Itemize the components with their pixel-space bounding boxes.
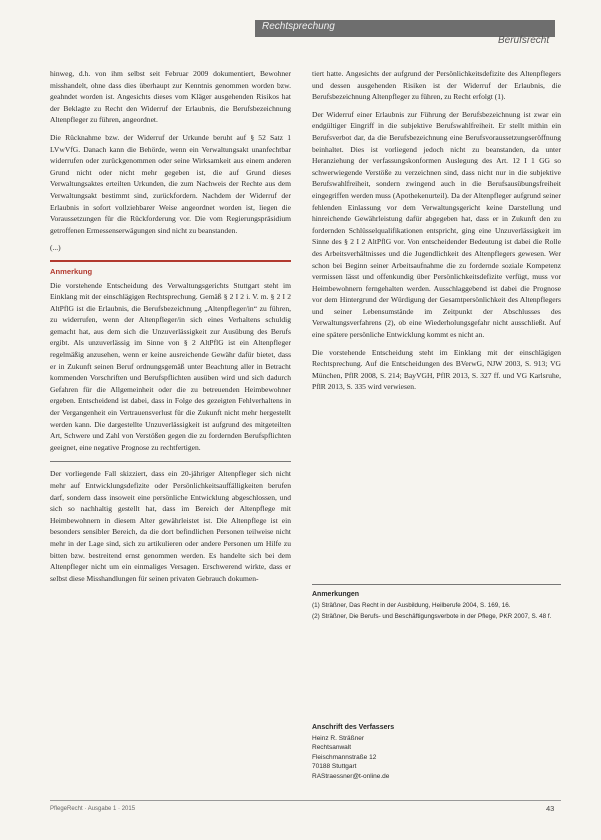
divider: [312, 584, 561, 585]
ellipsis: (...): [50, 243, 61, 253]
footnotes: [312, 576, 561, 624]
paragraph: hinweg, d.h. von ihm selbst seit Februar 2009 dokumentiert, Bewohner misshandelt, ohne dass dies überhaupt zur Kenntnis genommen worden bzw. geahndet worden ist. Angesichts dieses vom Kläger ausgehenden Risikos hat der Beklagte zu Recht den Widerruf der Erlaubnis, die Berufsbezeichnung Altenpfleger zu führen, angeordnet.: [50, 69, 291, 125]
running-header-section: Rechtsprechung: [262, 21, 335, 32]
running-header-category: Berufsrecht: [498, 35, 550, 46]
author-name: Heinz R. Sträßner: [312, 735, 365, 742]
section-rule: [50, 260, 291, 262]
paragraph: Die vorstehende Entscheidung steht im Einklang mit der einschlägigen Rechtsprechung. Auf die Entscheidungen des BVerwG, NJW 2003, S. 913; VG München, PflR 2008, S. 214; BayVGH, PflR 2013, S. 327 ff. und VG Karlsruhe, PflR 2013, S. 335 wird verwiesen.: [312, 347, 561, 392]
author-address: [312, 724, 561, 781]
author-profession: Rechtsanwalt: [312, 744, 352, 752]
footnote: (2) Sträßner, Die Berufs- und Beschäftigungsverbote in der Pflege, PKR 2007, S. 48 f.: [312, 613, 552, 621]
paragraph: tiert hatte. Angesichts der aufgrund der Persönlichkeitsdefizite des Altenpflegers und dessen ausgehenden Risiken ist der Widerruf der Erlaubnis, die Berufsbezeichnung Altenpfleger zu führen, zu Recht erfolgt (1).: [312, 69, 561, 102]
paragraph: Die vorstehende Entscheidung des Verwaltungsgerichts Stuttgart steht im Einklang mit der einschlägigen Rechtsprechung. Gemäß § 2 I 2 i. V. m. § 2 I 2 AltPflG ist die Erlaubnis, die Berufsbezeichnung „Altenpfleger/in“ zu führen, zu widerrufen, wenn der Altenpfleger/in sich eines Verhaltens schuldig gemacht hat, aus dem sich die Unzuverlässigkeit zur Ausübung des Berufs ergibt. Als unzuverlässig im Sinne von § 2 AltPflG ist ein Altenpfleger regelmäßig anzusehen, wenn er keine ausreichende Gewähr dafür bietet, dass er in Zukunft seinen Beruf ordnungsgemäß unter Beachtung aller in Betracht kommenden Vorschriften und Berufspflichten ausüben wird und sich dadurch Gefahren für die Allgemeinheit oder die zu betreuenden Heimbewohner ergeben. Entscheidend ist dabei, dass in Folge des gezeigten Fehlverhaltens in der Vergangenheit ein Vertrauensverlust für die Zukunft nicht mehr hergestellt werden kann. Die dargestellte Unzuverlässigkeit ist aufgrund des mitgeteilten Art, Schwere und Zahl von Verstößen gegen die zu fordernden Berufspflichten geeignet, eine negative Prognose zu rechtfertigen.: [50, 280, 291, 452]
paragraph: Der Widerruf einer Erlaubnis zur Führung der Berufsbezeichnung ist zwar ein endgültiger Eingriff in die subjektive Berufswahlfreiheit. Er stellt mithin ein Berufsverbot dar, da die Berufsbezeichnung eine Berufsvoraussetzungseröffnung beinhaltet. Dies ist vorliegend jedoch nicht zu beanstanden, da unter Heranziehung der verfassungskonformen Auslegung des Art. 12 I 1 GG so schwerwiegende Verstöße zu verzeichnen sind, dass nicht nur in die subjektive Berufswahlfreiheit, sondern zwingend auch in die Berufsausübungsfreiheit eingegriffen werden muss (Apothekenurteil). Da der Altenpfleger aufgrund seiner fehlenden Einlassung vor dem Verwaltungsgericht keine Darstellung und hinreichende Gewährleistung dafür abgegeben hat, dass er in Zukunft den zu fordernden Schlüsselqualifikationen entspricht, ging eine Unzuverlässigkeit im Sinne des § 2 I 2 AltPflG vor. Von entscheidender Bedeutung ist dabei die Rolle des Arbeitsverhältnisses und die Jugendlichkeit des Altenpflegers gewesen. Wer schon bei Beginn seiner Arbeitsaufnahme die zu fordernde soziale Kompetenz vermissen lässt und offenkundig über Persönlichkeitsdefizite verfügt, muss vor Heimbewohnern ferngehalten werden. Ausschlaggebend ist dabei die Prognose vor dem Hintergrund der Würdigung der Gesamtpersönlichkeit des Altenpflegers und seiner Lebensumstände im Zeitpunkt der Abschlusses des Verwaltungsverfahrens (2), ob eine Wiederholungsgefahr nicht ausschließt. Auf eine spätere persönliche Entwicklung kommt es nicht an.: [312, 109, 561, 340]
footnote: (1) Sträßner, Das Recht in der Ausbildung, Heilberufe 2004, S. 169, 16.: [312, 602, 511, 609]
footer-rule: [50, 800, 561, 801]
footnotes-title: Anmerkungen: [312, 591, 360, 598]
left-column: [50, 68, 291, 590]
address-title: Anschrift des Verfassers: [312, 724, 395, 731]
paragraph: Der vorliegende Fall skizziert, dass ein 20-jähriger Altenpfleger sich nicht mehr auf Entwicklungsdefizite oder Persönlichkeitsauffälligkeiten berufen darf, sondern dass insoweit eine persönliche Entwicklung abgeschlossen, und sich so nachhaltig gestellt hat, dass im Bereich der Altenpflege mit Heimbewohnern in diesem Alter gewährleistet ist. Die Altenpflege ist ein besonders sensibler Bereich, da die dort befindlichen Personen teilweise nicht mehr in der Lage sind, sich zu artikulieren oder andere Personen um Hilfe zu bitten bzw. bestreitend ernst genommen werden. Es handelte sich bei dem Altenpfleger nicht um ein einmaliges Versagen. Erschwerend wirkte, dass er selbst diese Misshandlungen für seinen privaten Gebrauch dokumen-: [50, 469, 291, 583]
page-number: 43: [546, 804, 555, 813]
author-street: Fleischmannstraße 12: [312, 753, 377, 761]
paragraph: Die Rücknahme bzw. der Widerruf der Urkunde beruht auf § 52 Satz 1 LVwVfG. Danach kann die Behörde, wenn ein Verwaltungsakt unanfechtbar widerrufen oder zurückgenommen oder seine Wirksamkeit aus einem anderen Grund nicht oder nicht mehr gegeben ist, die auf Grund dieses Verwaltungsaktes erteilten Urkunden, die zum Nachweis der Rechte aus dem Verwaltungsakt bestimmt sind, zurückfordern. Nachdem der Widerruf der Erlaubnis in sofort vollziehbarer Weise angeordnet worden ist, liegen die Voraussetzungen für die Rückforderung vor. Die vom Regierungspräsidium getroffenen Ermessenserwägungen sind nicht zu beanstanden.: [50, 132, 291, 235]
divider: [50, 461, 291, 462]
author-city: 70188 Stuttgart: [312, 763, 357, 771]
author-email: RAStraessner@t-online.de: [312, 772, 390, 780]
section-title-anmerkung: Anmerkung: [50, 266, 93, 276]
right-column: [312, 68, 561, 399]
footer-journal: PflegeRecht · Ausgabe 1 · 2015: [50, 806, 136, 812]
